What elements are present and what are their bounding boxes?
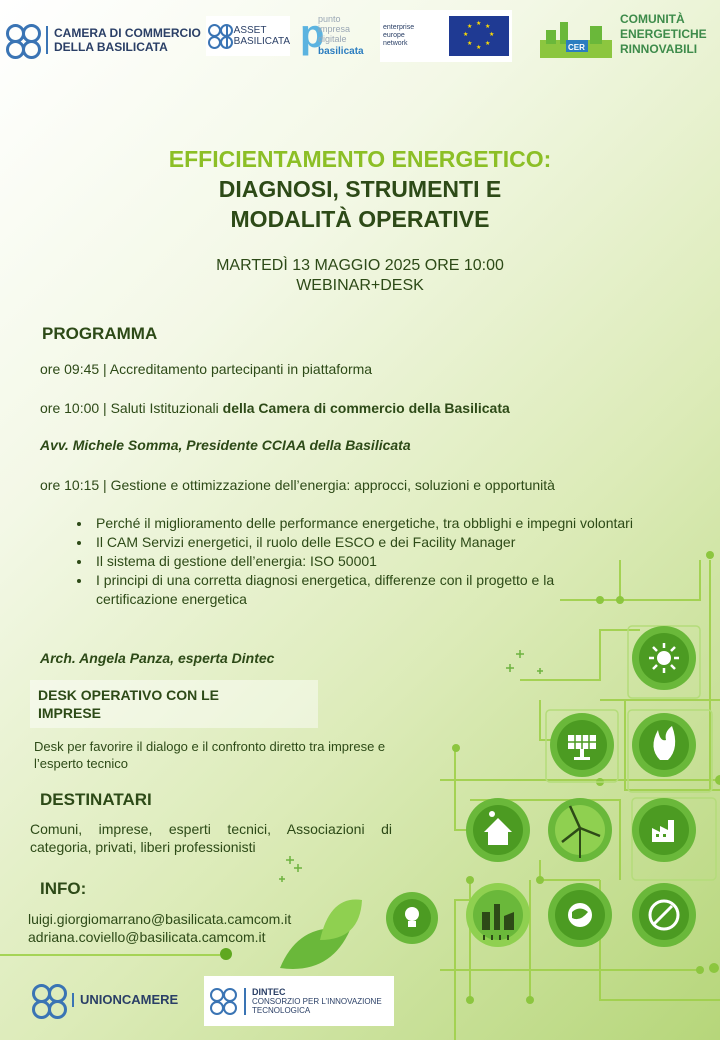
bullet-item: • Perché il miglioramento delle performance energetiche, tra obblighi e impegni volontari: [92, 514, 654, 533]
destinatari-text: Comuni, imprese, esperti tecnici, Associazioni di categoria, privati, liberi professionisti: [30, 821, 392, 855]
bullet-item: • Il CAM Servizi energetici, il ruolo delle ESCO e dei Facility Manager: [92, 533, 654, 552]
event-info: [0, 256, 720, 296]
house-icon: [466, 798, 530, 862]
cer-line1: COMUNITÀ: [620, 12, 685, 26]
pid-line2: impresa: [318, 24, 351, 34]
asset-logo-line1: ASSET: [233, 25, 267, 36]
unioncamere-text: UNIONCAMERE: [72, 993, 178, 1007]
ccb-logo-line2: DELLA BASILICATA: [54, 40, 168, 54]
een-line3: network: [383, 40, 408, 47]
dintec-line1: CONSORZIO PER L’INNOVAZIONE: [252, 996, 382, 1006]
email-link-1[interactable]: luigi.giorgiomarrano@basilicata.camcom.it: [28, 911, 292, 927]
email-link-2[interactable]: adriana.coviello@basilicata.camcom.it: [28, 929, 266, 945]
ccb-logo-line1: CAMERA DI COMMERCIO: [54, 26, 201, 40]
programma-item2-text: ore 10:00 | Saluti Istituzionali: [40, 400, 223, 416]
knot-logo-icon: [30, 982, 66, 1018]
info-emails: [28, 910, 291, 946]
cer-city-icon: [540, 16, 612, 60]
lightbulb-icon: [386, 892, 438, 944]
cer-logo: [536, 10, 716, 66]
speaker2: Arch. Angela Panza, esperta Dintec: [40, 650, 275, 666]
programma-item2-bold: della Camera di commercio della Basilicata: [222, 400, 510, 416]
programma-item1: ore 09:45 | Accreditamento partecipanti in piattaforma: [40, 361, 373, 377]
desk-text: Desk per favorire il dialogo e il confronto diretto tra imprese e l’esperto tecnico: [34, 739, 386, 771]
title-block: [0, 174, 720, 234]
pid-line3: digitale: [318, 34, 347, 44]
knot-logo-icon: [206, 22, 220, 50]
factory-icon: [632, 798, 716, 880]
event-date: MARTEDÌ 13 MAGGIO 2025 ORE 10:00: [216, 257, 504, 274]
info-heading: INFO:: [40, 879, 87, 898]
een-line2: europe: [383, 32, 405, 39]
cer-line2: ENERGETICHE: [620, 27, 707, 41]
solar-panel-icon: [546, 710, 618, 782]
knot-logo-icon: [4, 22, 40, 58]
een-logo: [380, 10, 512, 62]
dintec-name: DINTEC: [252, 986, 286, 997]
event-format: WEBINAR+DESK: [296, 277, 424, 294]
programma-item2: [40, 400, 510, 416]
programma-bullets: [74, 514, 654, 609]
asset-logo-line2: BASILICATA: [233, 36, 290, 47]
wind-turbine-icon: [548, 798, 612, 862]
bullet-item: • I principi di una corretta diagnosi energetica, differenze con il progetto e la certificazione energetica: [92, 571, 636, 609]
cer-badge: CER: [568, 43, 585, 52]
unioncamere-logo: [30, 980, 200, 1020]
dintec-logo: [204, 976, 394, 1026]
title-line2: DIAGNOSI, STRUMENTI E: [218, 176, 502, 202]
speaker1: Avv. Michele Somma, Presidente CCIAA della Basilicata: [40, 437, 411, 453]
dintec-line2: TECNOLOGICA: [252, 1005, 311, 1015]
eu-flag-icon: ★ ★ ★ ★ ★ ★ ★ ★: [449, 16, 509, 56]
sun-icon: [628, 626, 700, 698]
programma-item3: ore 10:15 | Gestione e ottimizzazione dell’energia: approcci, soluzioni e opportunità: [40, 477, 555, 493]
een-line1: enterprise: [383, 24, 415, 31]
asset-logo: [206, 16, 290, 56]
desk-heading: DESK OPERATIVO CON LE IMPRESE: [38, 687, 219, 721]
pid-mark-icon: p: [300, 12, 325, 56]
cer-line3: RINNOVABILI: [620, 42, 698, 56]
bullet-item: • Il sistema di gestione dell’energia: ISO 50001: [92, 552, 654, 571]
title-line3: MODALITÀ OPERATIVE: [230, 206, 490, 232]
globe-leaf-icon: [548, 883, 612, 947]
ccb-logo: [4, 16, 204, 64]
destinatari-heading: DESTINATARI: [40, 790, 152, 809]
pid-logo: [298, 12, 372, 62]
power-plant-icon: [466, 883, 530, 947]
knot-logo-icon: [208, 986, 238, 1016]
pid-line1: punto: [318, 14, 341, 24]
pid-line4: basilicata: [318, 46, 364, 57]
recycle-leaf-icon: [632, 883, 696, 947]
programma-heading: PROGRAMMA: [42, 324, 158, 343]
title-line1: EFFICIENTAMENTO ENERGETICO:: [168, 146, 552, 172]
